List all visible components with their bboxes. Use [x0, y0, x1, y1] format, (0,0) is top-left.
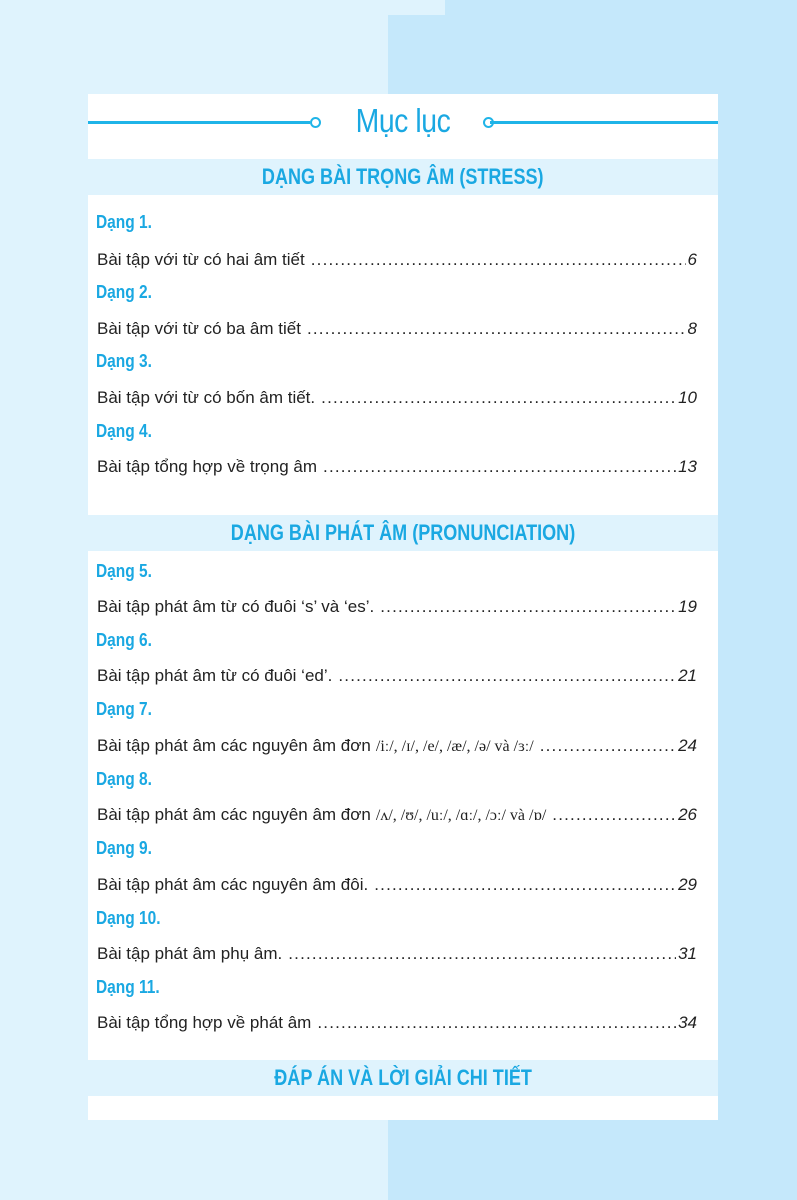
dot-leader [338, 666, 676, 686]
section-title: DẠNG BÀI PHÁT ÂM (PRONUNCIATION) [230, 520, 576, 545]
toc-page [88, 94, 718, 1120]
toc-entry-dang-2[interactable] [97, 319, 697, 343]
page-number: 19 [678, 597, 697, 616]
entry-label: Bài tập phát âm các nguyên âm đôi. [97, 875, 369, 894]
dot-leader [374, 875, 676, 895]
toc-entry-dang-3[interactable] [97, 388, 697, 412]
section-title: DẠNG BÀI TRỌNG ÂM (STRESS) [262, 164, 544, 189]
entry-label: Bài tập với từ có ba âm tiết [97, 319, 301, 338]
ipa-symbols: /ʌ/, /ʊ/, /uː/, /ɑː/, /ɔː/ và /ɒ/ [375, 807, 547, 824]
toc-heading-dang-1: Dạng 1. [96, 212, 152, 232]
page-number: 21 [678, 666, 697, 685]
page-number: 26 [678, 805, 697, 824]
page-number: 13 [678, 457, 697, 476]
title-rule-right [490, 121, 718, 124]
toc-entry-dang-10[interactable] [97, 944, 697, 968]
toc-entry-dang-7[interactable] [97, 736, 697, 760]
dot-leader [540, 736, 676, 756]
toc-entry-dang-1[interactable] [97, 250, 697, 274]
section-title: ĐÁP ÁN VÀ LỜI GIẢI CHI TIẾT [274, 1065, 532, 1090]
section-header-answers[interactable] [88, 1060, 718, 1096]
section-header-stress [88, 159, 718, 195]
background-top-strip [445, 0, 797, 15]
toc-title-row [88, 94, 718, 159]
page-number: 6 [687, 250, 697, 269]
toc-heading-dang-9: Dạng 9. [96, 838, 152, 858]
page-number: 24 [678, 736, 697, 755]
dot-leader [380, 597, 676, 617]
toc-heading-dang-11: Dạng 11. [96, 977, 160, 997]
entry-label: Bài tập phát âm từ có đuôi ‘ed’. [97, 666, 333, 685]
toc-heading-dang-6: Dạng 6. [96, 630, 152, 650]
dot-leader [321, 388, 676, 408]
entry-label: Bài tập phát âm phụ âm. [97, 944, 283, 963]
dot-leader [323, 457, 676, 477]
toc-heading-dang-5: Dạng 5. [96, 561, 152, 581]
entry-label: Bài tập với từ có bốn âm tiết. [97, 388, 316, 407]
toc-heading-dang-2: Dạng 2. [96, 282, 152, 302]
entry-label: Bài tập phát âm các nguyên âm đơn [97, 736, 371, 755]
toc-entry-dang-9[interactable] [97, 875, 697, 899]
section-header-pronunciation [88, 515, 718, 551]
toc-heading-dang-8: Dạng 8. [96, 769, 152, 789]
toc-entry-dang-6[interactable] [97, 666, 697, 690]
page-number: 8 [687, 319, 697, 338]
entry-label: Bài tập với từ có hai âm tiết [97, 250, 305, 269]
entry-label: Bài tập tổng hợp về phát âm [97, 1013, 312, 1032]
ipa-symbols: /iː/, /ɪ/, /e/, /æ/, /ə/ và /ɜː/ [375, 738, 534, 755]
toc-heading-dang-7: Dạng 7. [96, 699, 152, 719]
page-number: 34 [678, 1013, 697, 1032]
dot-leader [307, 319, 686, 339]
entry-label: Bài tập phát âm từ có đuôi ‘s’ và ‘es’. [97, 597, 375, 616]
page-number: 10 [678, 388, 697, 407]
toc-heading-dang-3: Dạng 3. [96, 351, 152, 371]
toc-entry-dang-11[interactable] [97, 1013, 697, 1037]
entry-label: Bài tập tổng hợp về trọng âm [97, 457, 318, 476]
toc-entry-dang-8[interactable] [97, 805, 697, 829]
dot-leader [317, 1013, 676, 1033]
page-number: 29 [678, 875, 697, 894]
page-number: 31 [678, 944, 697, 963]
toc-heading-dang-4: Dạng 4. [96, 421, 152, 441]
toc-entry-dang-5[interactable] [97, 597, 697, 621]
dot-leader [288, 944, 676, 964]
dot-leader [311, 250, 686, 270]
entry-label: Bài tập phát âm các nguyên âm đơn [97, 805, 371, 824]
toc-entry-dang-4[interactable] [97, 457, 697, 481]
dot-leader [552, 805, 676, 825]
page-title: Mục lục [355, 102, 451, 139]
toc-heading-dang-10: Dạng 10. [96, 908, 161, 928]
